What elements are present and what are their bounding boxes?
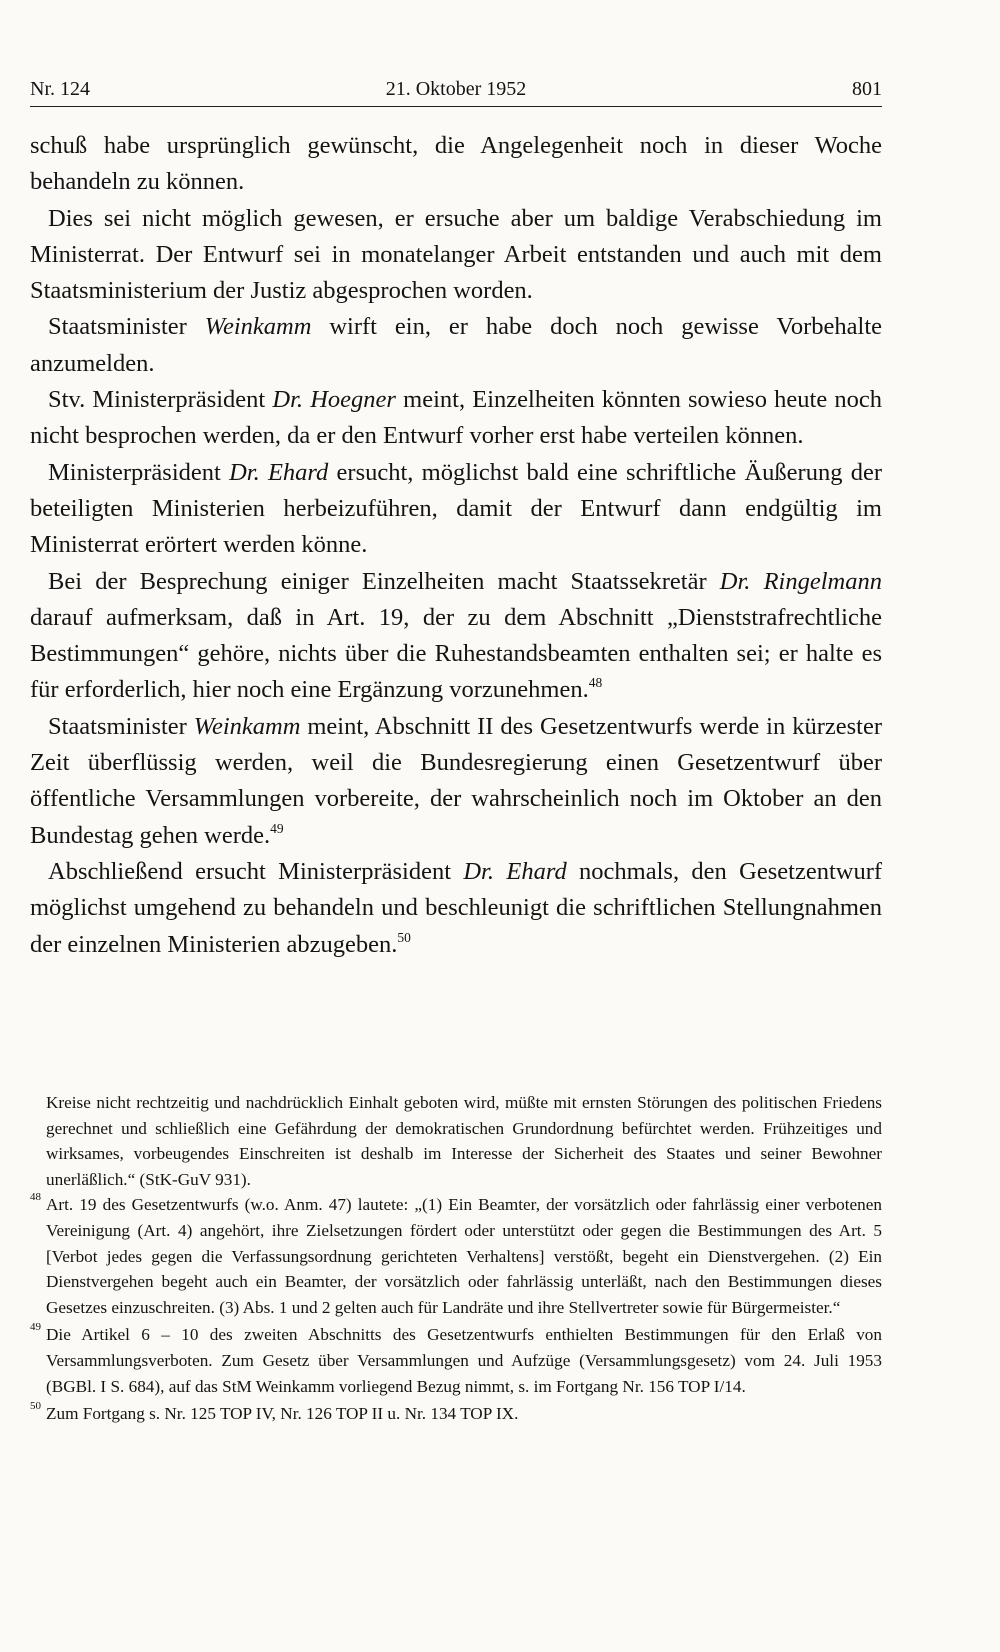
person-name: Dr. Ehard	[229, 458, 329, 486]
person-name: Dr. Ehard	[463, 857, 567, 885]
footnote	[30, 1401, 882, 1427]
paragraph	[30, 455, 882, 564]
footnote-number: 49	[30, 1321, 41, 1334]
paragraph: Dies sei nicht möglich gewesen, er ersuche aber um baldige Verabschiedung im Ministerrat. Der Entwurf sei in monatelanger Arbeit entstanden und auch mit dem Staatsministerium der Justiz abgesprochen worden.	[30, 204, 882, 305]
paragraph-text: Staatsminister	[48, 712, 194, 740]
paragraph	[30, 564, 882, 709]
footnote-text: Zum Fortgang s. Nr. 125 TOP IV, Nr. 126 TOP II u. Nr. 134 TOP IX.	[46, 1404, 519, 1424]
paragraph: schuß habe ursprünglich gewünscht, die Angelegenheit noch in dieser Woche behandeln zu können.	[30, 132, 882, 196]
footnote-reference[interactable]: 49	[270, 820, 284, 836]
footnote-number: 48	[30, 1191, 41, 1204]
footnote-continuation: Kreise nicht rechtzeitig und nachdrücklich Einhalt geboten wird, müßte mit ernsten Störungen des politischen Friedens gerechnet und schließlich eine Gefährdung der demokratischen Grundordnung befürchtet werden. Frühzeitiges und wirksames, vorbeugendes Einschreiten ist deshalb im Interesse der Sicherheit des Staates und seiner Bewohner unerläßlich.“ (StK-GuV 931).	[46, 1093, 882, 1189]
paragraph	[30, 382, 882, 455]
page-number: 801	[852, 78, 882, 100]
paragraph-text: meint, Abschnitt II des Gesetzentwurfs werde in kürzester Zeit überflüssig werden, weil die Bundesregierung einen Gesetzentwurf über öffentliche Versammlungen vorbereite, der wahrscheinlich noch im Oktober an den Bundestag gehen werde.	[30, 712, 882, 849]
footnote-number: 50	[30, 1400, 41, 1413]
person-name: Weinkamm	[204, 313, 312, 341]
main-text	[30, 128, 882, 963]
paragraph	[30, 854, 882, 963]
paragraph-text: Ministerpräsident	[48, 458, 230, 486]
paragraph	[30, 709, 882, 854]
header-date: 21. Oktober 1952	[385, 78, 527, 100]
paragraph-text: Stv. Ministerpräsident	[48, 386, 273, 414]
paragraph-text: darauf aufmerksam, daß in Art. 19, der zu dem Abschnitt „Dienststrafrechtliche Bestimmungen“ gehöre, nichts über die Ruhestandsbeamten enthalten sei; er halte es für erforderlich, hier noch eine Ergänzung vorzunehmen.	[30, 603, 882, 704]
paragraph-text: wirft ein, er habe doch noch gewisse Vorbehalte anzumelden.	[30, 313, 883, 377]
person-name: Dr. Ringelmann	[719, 567, 882, 595]
footnote-reference[interactable]: 50	[397, 929, 411, 945]
paragraph	[30, 309, 882, 382]
paragraph-text: Staatsminister	[48, 313, 205, 341]
footnotes-section	[30, 1090, 882, 1427]
paragraph-text: nochmals, den Gesetzentwurf möglichst umgehend zu behandeln und beschleunigt die schriftlichen Stellungnahmen der einzelnen Ministerien abzugeben.	[30, 857, 883, 958]
paragraph-text: ersucht, möglichst bald eine schriftliche Äußerung der beteiligten Ministerien herbeizuführen, damit der Entwurf dann endgültig im Ministerrat erörtert werden könne.	[30, 458, 882, 559]
footnote	[30, 1322, 882, 1399]
document-number: Nr. 124	[30, 78, 90, 100]
footnote	[30, 1192, 882, 1320]
footnote-reference[interactable]: 48	[588, 675, 603, 691]
footnote-text: Art. 19 des Gesetzentwurfs (w.o. Anm. 47) lautete: „(1) Ein Beamter, der vorsätzlich oder fahrlässig einer verbotenen Vereinigung (Art. 4) angehört, ihre Zielsetzungen fördert oder unterstützt oder gegen die Bestimmungen des Art. 5 [Verbot jedes gegen die Verfassungsordnung gerichteten Verhaltens] verstößt, begeht ein Dienstvergehen. (2) Ein Dienstvergehen begeht auch ein Beamter, der vorsätzlich oder fahrlässig unterläßt, nach den Bestimmungen dieses Gesetzes einzuschreiten. (3) Abs. 1 und 2 gelten auch für Landräte und ihre Stellvertreter sowie für Bürgermeister.“	[46, 1195, 882, 1317]
paragraph-text: meint, Einzelheiten könnten sowieso heute noch nicht besprochen werden, da er den Entwurf vorher erst habe verteilen können.	[30, 386, 883, 450]
person-name: Dr. Hoegner	[272, 386, 396, 414]
person-name: Weinkamm	[193, 712, 301, 740]
paragraph-text: Abschließend ersucht Ministerpräsident	[48, 857, 464, 885]
page-header	[30, 70, 882, 107]
footnote-text: Die Artikel 6 – 10 des zweiten Abschnitts des Gesetzentwurfs enthielten Bestimmungen für den Erlaß von Versammlungsverboten. Zum Gesetz über Versammlungen und Aufzüge (Versammlungsgesetz) vom 24. Juli 1953 (BGBl. I S. 684), auf das StM Weinkamm vorliegend Bezug nimmt, s. im Fortgang Nr. 156 TOP I/14.	[46, 1325, 882, 1396]
paragraph-text: Bei der Besprechung einiger Einzelheiten macht Staatssekretär	[48, 567, 720, 595]
